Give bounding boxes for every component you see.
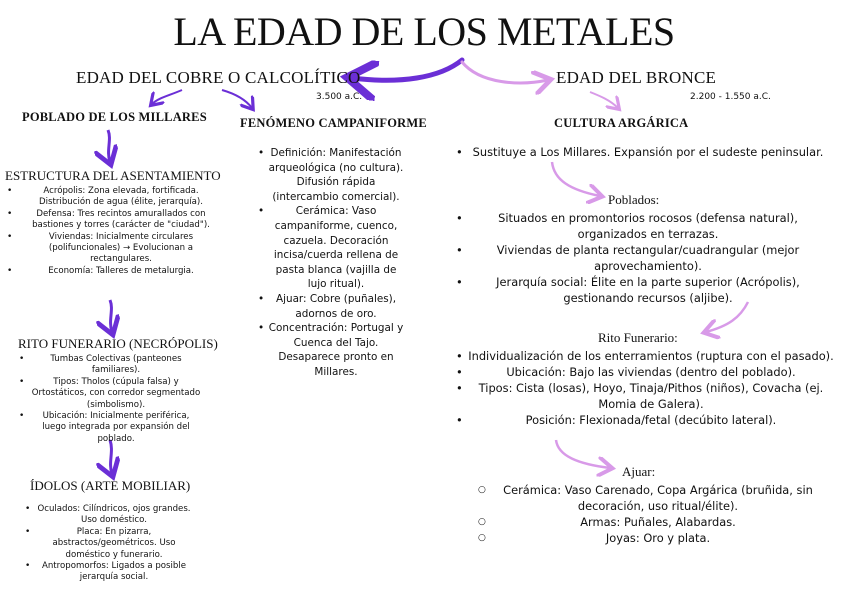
arrow-to-ajuar [556,440,610,468]
list-item: • Posición: Flexionada/fetal (decúbito lateral). [468,412,834,428]
campaniforme-list [268,146,404,380]
list-item: • Ubicación: Inicialmente periférica, luego integrada por expansión del poblado. [30,411,202,445]
rito-title: RITO FUNERARIO (NECRÓPOLIS) [18,336,218,351]
list-item: • Situados en promontorios rocosos (defensa natural), organizados en terrazas. [468,210,828,242]
list-item: ○ Armas: Puñales, Alabardas. [490,514,826,530]
list-item: • Tipos: Cista (losas), Hoyo, Tinaja/Pithos (niños), Covacha (ej. Momia de Galera). [468,380,834,412]
argarica-intro-list [468,144,828,160]
list-item: • Jerarquía social: Élite en la parte superior (Acrópolis), gestionando recursos (aljibe). [468,274,828,306]
cobre-era-date: 3.500 a.C. [316,92,363,102]
list-item: ○ Cerámica: Vaso Carenado, Copa Argárica (bruñida, sin decoración, uso ritual/élite). [490,482,826,514]
list-item: • Individualización de los enterramientos (ruptura con el pasado). [468,348,834,364]
list-item: • Tumbas Colectivas (panteones familiares). [30,354,202,377]
poblados-title: Poblados: [608,192,660,207]
estructura-title: ESTRUCTURA DEL ASENTAMIENTO [5,168,221,183]
list-item: • Concentración: Portugal y Cuenca del Tajo. Desaparece pronto en Millares. [268,321,404,379]
bronce-era-date: 2.200 - 1.550 a.C. [690,92,771,102]
bronce-era-title: EDAD DEL BRONCE [556,68,717,87]
arrow-to-bronce [462,62,548,83]
list-item: • Cerámica: Vaso campaniforme, cuenco, cazuela. Decoración incisa/cuerda rellena de pasta blanca (vajilla de lujo ritual). [268,204,404,292]
idolos-list [36,504,192,584]
list-item: • Sustituye a Los Millares. Expansión por el sudeste peninsular. [468,144,828,160]
arrow-to-millares [152,90,182,104]
campaniforme-heading: FENÓMENO CAMPANIFORME [240,116,427,130]
list-item: • Placa: En pizarra, abstractos/geométricos. Uso doméstico y funerario. [36,527,192,561]
ajuar-list [490,482,826,546]
list-item: • Viviendas de planta rectangular/cuadrangular (mejor aprovechamiento). [468,242,828,274]
list-item: • Tipos: Tholos (cúpula falsa) y Ortostáticos, con corredor segmentado (simbolismo). [30,377,202,411]
list-item: • Defensa: Tres recintos amurallados con bastiones y torres (carácter de "ciudad"). [18,209,224,232]
list-item: • Viviendas: Inicialmente circulares (polifuncionales) → Evolucionan a rectangulares. [18,232,224,266]
list-item: • Acrópolis: Zona elevada, fortificada. Distribución de agua (élite, jerarquía). [18,186,224,209]
estructura-list [18,186,224,277]
cobre-era-title: EDAD DEL COBRE O CALCOLÍTICO [76,68,361,87]
rito-list [30,354,202,445]
rito-argarico-list [468,348,834,428]
ajuar-title: Ajuar: [622,464,656,479]
list-item: • Economía: Talleres de metalurgia. [18,266,224,277]
list-item: ○ Joyas: Oro y plata. [490,530,826,546]
argarica-heading: CULTURA ARGÁRICA [554,116,689,130]
list-item: • Ajuar: Cobre (puñales), adornos de oro. [268,292,404,321]
arrow-to-argarica [590,92,618,108]
page-title: LA EDAD DE LOS METALES [173,9,675,54]
list-item: • Ubicación: Bajo las viviendas (dentro del poblado). [468,364,834,380]
arrow-to-campaniforme [222,90,252,108]
list-item: • Antropomorfos: Ligados a posible jerarquía social. [36,561,192,584]
arrow-to-estructura [108,130,110,162]
millares-heading: POBLADO DE LOS MILLARES [22,110,207,124]
rito-argarico-title: Rito Funerario: [598,330,678,345]
list-item: • Definición: Manifestación arqueológica (no cultura). Difusión rápida (intercambio comercial). [268,146,404,204]
arrow-to-cobre [352,60,462,80]
arrow-to-rito [110,300,112,332]
idolos-title: ÍDOLOS (ARTE MOBILIAR) [30,478,191,493]
list-item: • Oculados: Cilíndricos, ojos grandes. Uso doméstico. [36,504,192,527]
arrow-to-poblados [552,162,600,196]
poblados-list [468,210,828,306]
arrow-to-rito-argarico [706,302,748,332]
